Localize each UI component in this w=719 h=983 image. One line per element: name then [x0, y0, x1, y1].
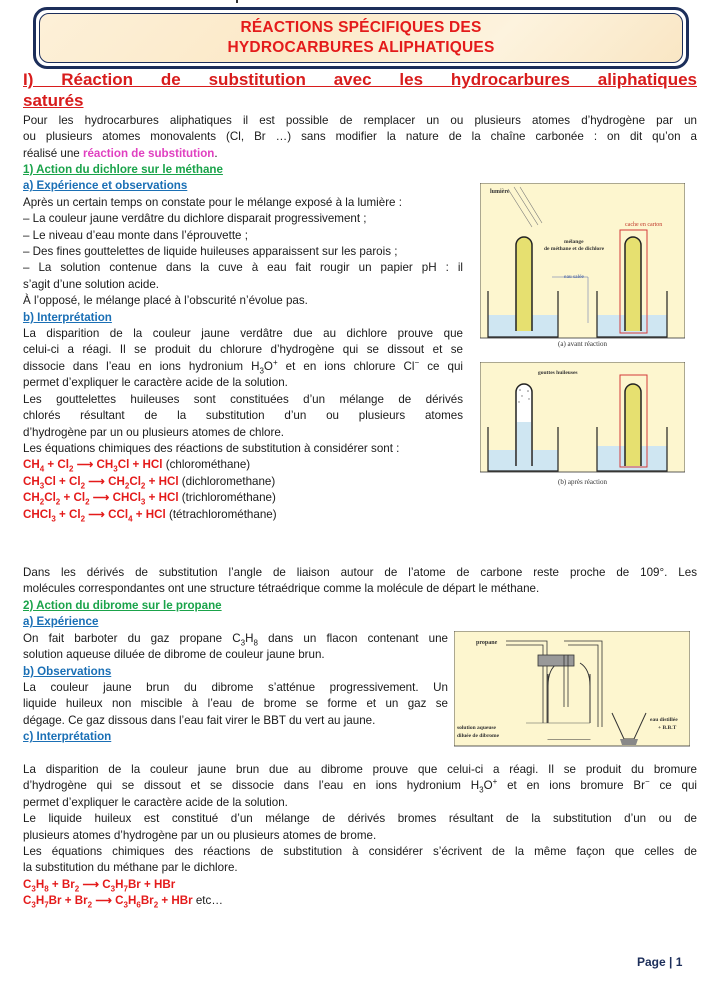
- water-bbt-label-2: + B.B.T: [658, 725, 677, 731]
- figure-after-svg: [480, 362, 685, 487]
- mixture-label-2: de méthane et de dichlore: [544, 246, 605, 252]
- observation-line: dégage. Ce gaz dissous dans l’eau fait virer le BBT du vert au jaune.: [23, 713, 376, 727]
- test-tube-right: [625, 384, 641, 466]
- equation-formula: $CH_3Cl + Cl_2$ ⟶ $CH_2Cl_2$ + HCl: [23, 474, 179, 491]
- figure-propane-setup: [454, 631, 690, 756]
- page-title-line-1: RÉACTIONS SPÉCIFIQUES DES: [240, 19, 482, 36]
- equation-formula: $CH_4 + Cl_2$ ⟶ $CH_3Cl$ + HCl: [23, 458, 163, 474]
- equation-line: [23, 490, 463, 506]
- equation-line: [23, 893, 697, 909]
- interpretation-line: Les équations chimiques des réactions de substitution à considérer s’écrivent de la même façon que celles de: [23, 845, 697, 859]
- figure-before-svg: [480, 183, 685, 353]
- page-number: Page | 1: [637, 955, 683, 969]
- part2-experiment: [23, 598, 448, 746]
- observation-line: liquide huileux non miscible à l’eau de brome se forme et un gaz se: [23, 697, 448, 711]
- drops-label: gouttes huileuses: [538, 370, 578, 376]
- solution-area: [538, 723, 600, 739]
- experiment-line: On fait barboter du gaz propane $C_3H_8$ dans un flacon contenant une: [23, 631, 449, 648]
- part2-interpretation: [23, 762, 697, 910]
- interpretation-line: plusieurs atomes d’hydrogène par un ou plusieurs atomes de brome.: [23, 828, 377, 842]
- interpretation-line: dissocie dans l’eau en ions hydronium $H_3O^+$ et en ions chlorure Cl− ce qui: [23, 358, 463, 376]
- observation-line: Après un certain temps on constate pour le mélange exposé à la lumière :: [23, 195, 402, 209]
- solution-label-2: diluée de dibrome: [457, 733, 500, 739]
- figure-background: [480, 183, 685, 338]
- interpretation-line: Les gouttelettes huileuses sont constituées d’un mélange de dérivés: [23, 392, 463, 406]
- observation-line: – La couleur jaune verdâtre du dichlore disparait progressivement ;: [23, 212, 367, 226]
- stopper: [538, 655, 574, 666]
- observation-line: – Des fines gouttelettes de liquide huileuses apparaissent sur les parois ;: [23, 245, 398, 259]
- highlight-term: réaction de substitution: [82, 146, 215, 160]
- test-tube-right: [625, 237, 641, 331]
- equation-formula: $C_3H_7Br + Br_2$ ⟶ $C_3H_6Br_2$ + HBr: [23, 894, 193, 910]
- beaker-stand: [620, 739, 638, 745]
- intro-paragraph: [23, 113, 697, 162]
- angle-line: molécules correspondantes ont une structure tétraédrique comme la molécule de départ le méthane.: [23, 582, 540, 596]
- observation-line: La couleur jaune brun du dibrome s’atténue progressivement. Un: [23, 681, 448, 695]
- part1-a-heading: a) Expérience et observations: [23, 179, 188, 193]
- figure-propane-svg: [454, 631, 690, 751]
- part2-c-heading: c) Interprétation: [23, 730, 112, 744]
- interpretation-line: d’hydrogène par un ou plusieurs atomes de chlore.: [23, 425, 285, 439]
- part1-experiment: [23, 162, 463, 523]
- intro-line: réalisé une réaction de substitution.: [23, 146, 218, 160]
- intro-line: Pour les hydrocarbures aliphatiques il est possible de remplacer un ou plusieurs atomes d’hydrogène par un: [23, 114, 697, 127]
- interpretation-line: chlorés résultant de la substitution d’un ou plusieurs atomes: [23, 409, 463, 423]
- figure-caption: (a) avant réaction: [558, 340, 607, 348]
- cover-label: cache en carton: [625, 222, 663, 228]
- test-tube-left: [516, 237, 532, 331]
- mixture-label-1: mélange: [564, 239, 584, 245]
- risen-water: [517, 422, 531, 466]
- experiment-line: solution aqueuse diluée de dibrome de couleur jaune brun.: [23, 648, 325, 662]
- figure-before-reaction: [480, 183, 685, 358]
- part1-heading: 1) Action du dichlore sur le méthane: [23, 163, 223, 176]
- interpretation-line: permet d’expliquer le caractère acide de la solution.: [23, 795, 288, 809]
- equation-product-name: (trichlorométhane): [178, 491, 276, 505]
- equation-formula: CHCl$_3$ + $Cl_2$ ⟶ CCl$_4$ + HCl: [23, 507, 166, 523]
- intro-line: ou plusieurs atomes monovalents (Cl, Br …) sans modifier la nature de la chaîne carbonée : on dit qu’on a: [23, 130, 697, 144]
- title-box: [33, 7, 689, 69]
- interpretation-line: Les équations chimiques des réactions de substitution à considérer sont :: [23, 441, 400, 455]
- interpretation-line: permet d’expliquer le caractère acide de la solution.: [23, 376, 288, 390]
- angle-paragraph: [23, 565, 697, 598]
- section-heading-line-1: I) Réaction de substitution avec les hydrocarbures aliphatiques: [23, 70, 697, 89]
- title-inner: [39, 13, 683, 63]
- equation-product-name: (tétrachlorométhane): [165, 507, 277, 521]
- interpretation-line: La disparition de la couleur jaune brun due au dibrome prouve que celui-ci a réagi. Il se produit du bromure: [23, 763, 697, 776]
- propane-label: propane: [476, 640, 498, 646]
- equation-product-name: (chlorométhane): [162, 458, 251, 472]
- angle-line: Dans les dérivés de substitution l’angle de liaison autour de l’atome de carbone reste proche de 109°. Les: [23, 566, 697, 579]
- solution-label-1: solution aqueuse: [457, 725, 496, 731]
- observation-line: – Le niveau d’eau monte dans l’éprouvette ;: [23, 228, 248, 242]
- interpretation-line: La disparition de la couleur jaune verdâtre due au dichlore prouve que: [23, 327, 463, 341]
- equation-product-name: etc…: [192, 894, 223, 908]
- equation-line: [23, 457, 463, 473]
- observation-line: À l’opposé, le mélange placé à l’obscurité n’évolue pas.: [23, 294, 308, 308]
- equation-product-name: (dichloromethane): [178, 474, 276, 488]
- observation-line: – La solution contenue dans la cuve à eau fait rougir un papier pH : il: [23, 261, 463, 275]
- equation-formula: $C_3H_8 + Br_2$ ⟶ $C_3H_7Br$ + HBr: [23, 877, 176, 894]
- equation-line: [23, 507, 463, 523]
- top-mark: [236, 0, 238, 3]
- part2-heading: 2) Action du dibrome sur le propane: [23, 599, 222, 612]
- water-label: eau salée: [564, 274, 584, 280]
- section-heading-line-2: saturés: [23, 91, 84, 110]
- equation-line: [23, 474, 463, 490]
- part1-b-heading: b) Interprétation: [23, 310, 112, 324]
- part2-a-heading: a) Expérience: [23, 615, 99, 629]
- figure-after-reaction: [480, 362, 685, 492]
- interpretation-line: Le liquide huileux est constitué d’un mélange de dérivés bromes résultant de la substitution d’un ou de: [23, 812, 697, 826]
- figure-caption: (b) après réaction: [558, 478, 607, 486]
- equation-formula: $CH_2Cl_2 + Cl_2$ ⟶ CHCl$_3$ + HCl: [23, 491, 179, 507]
- light-label: lumière: [490, 189, 510, 195]
- observation-line: s’agit d’une solution acide.: [23, 277, 159, 291]
- part2-b-heading: b) Observations: [23, 664, 112, 678]
- interpretation-line: d’hydrogène qui se dissout et se dissocie dans l’eau en ions hydronium $H_3O^+$ et en ions bromure Br− ce qui: [23, 777, 697, 795]
- page-title-line-2: HYDROCARBURES ALIPHATIQUES: [227, 39, 495, 56]
- water-bbt-label-1: eau distillée: [650, 717, 678, 723]
- interpretation-line: celui-ci a réagi. Il se produit du chlorure d’hydrogène qui se dissout et se: [23, 343, 463, 357]
- equation-line: [23, 877, 697, 893]
- interpretation-line: la substitution du méthane par le dichlore.: [23, 861, 238, 875]
